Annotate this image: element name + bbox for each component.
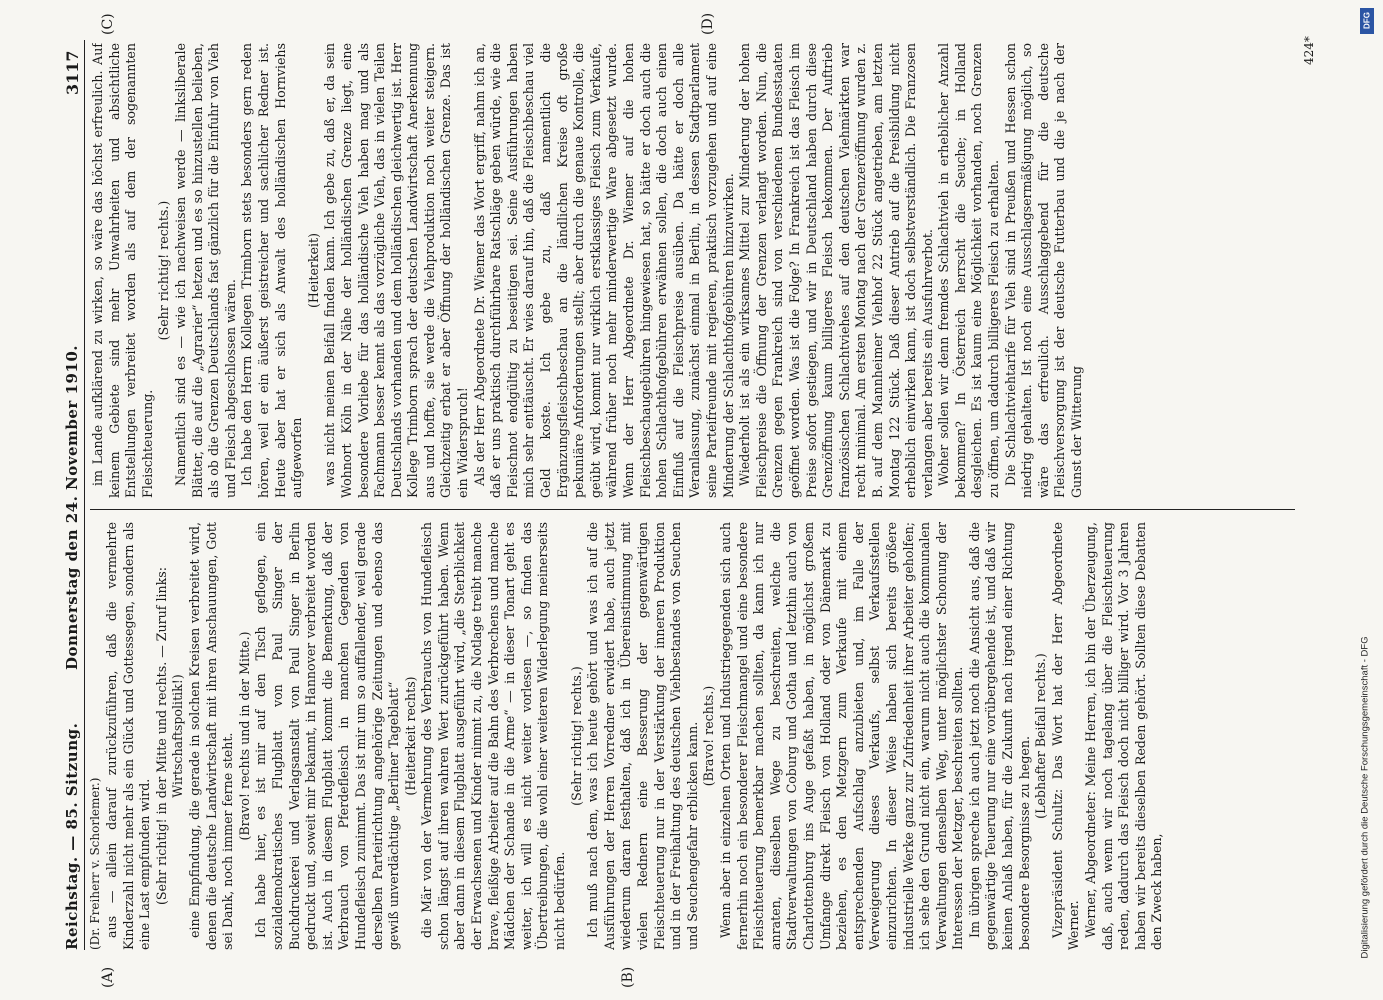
interjection: (Bravo! rechts und in der Mitte.) [236, 631, 252, 841]
header-date: Donnerstag den 24. November 1910. [63, 344, 81, 670]
paragraph: was nicht meinen Beifall finden kann. Ich gebe zu, daß er, da sein Wohnort Köln in der Nähe der holländischen Grenze liegt, eine besondere Vorliebe für das holländische Vieh haben mag und als Fachmann besser kennt als das vorzügliche Vieh, das in vielen Teilen Deutschlands vorhanden und dem holländischen gleichwertig ist. Herr Kollege Trimborn sprach der deutschen Landwirtschaft Anerkennung aus und hoffte, sie werde die Viehproduktion noch weiter steigern. Gleichzeitig erbat er aber Öffnung der holländischen Grenze. Das ist ein Widerspruch! [322, 43, 471, 498]
header-rule [84, 40, 85, 950]
paragraph: Wenn aber in einzelnen Orten und Industriegegenden sich auch fernerhin noch ein besonderer Fleischmangel und eine besondere Fleischteuerung bemerkbar machen sollten, da kann ich nur anraten, dieselben Wege zu beschreiten, welche die Stadtverwaltungen von Coburg und Gotha und letzthin auch von Charlottenburg ins Auge gefaßt haben, in möglichst großem Umfange direkt Fleisch von Holland oder von Dänemark zu beziehen, es den Metzgern zum Verkaufe mit einem entsprechenden Aufschlag anzubieten und, im Falle der Verweigerung dieses Verkaufs, selbst Verkaufsstellen einzurichten. In dieser Weise haben sich bereits größere industrielle Werke ganz zur Zufriedenheit ihrer Arbeiter geholfen; ich sehe den Grund nicht ein, warum nicht auch die kommunalen Verwaltungen denselben Weg, unter möglichster Schonung der Interessen der Metzger, beschreiten sollten. [717, 522, 966, 950]
paragraph: Woher sollen wir denn fremdes Schlachtvieh in erheblicher Anzahl bekommen? In Österreich herrscht die Seuche; in Holland desgleichen. Es ist kaum eine Möglichkeit vorhanden, noch Grenzen zu öffnen, um dadurch billigeres Fleisch zu erhalten. [936, 43, 1002, 498]
margin-marker-b: (B) [620, 966, 636, 988]
margin-marker-c: (C) [100, 13, 116, 35]
paragraph: im Lande aufklärend zu wirken, so wäre das höchst erfreulich. Auf keinem Gebiete sind mehr Unwahrheiten und absichtliche Entstellungen verbreitet worden als auf dem der sogenannten Fleischteuerung. [90, 43, 155, 498]
interjection: (Heiterkeit) [305, 233, 321, 308]
paragraph: Vizepräsident Schultz: Das Wort hat der Herr Abgeordnete Werner. [1049, 522, 1082, 950]
paragraph: die Mär von der Vermehrung des Verbrauchs von Hundefleisch schon längst auf ihren wahren Wert zurückgeführt haben. Wenn aber dann in diesem Flugblatt ausgeführt wird, „die Sterblichkeit der Erwachsenen und Kinder nimmt zu, die Notlage treibt manche brave, fleißige Arbeiter auf die Bahn des Verbrechens und manche Mädchen der Schande in die Arme“ — in dieser Tonart geht es weiter, ich will es nicht weiter vorlesen —, so finden das Übertreibungen, die wohl einer weiteren Widerlegung meinerseits nicht bedürfen. [419, 522, 568, 950]
signature-mark: 424* [1302, 36, 1316, 65]
paragraph: Ich habe den Herrn Kollegen Trimborn stets besonders gern reden hören, weil er ein äußerst geistreicher und sachlicher Redner ist. Heute aber hat er sich als Anwalt des holländischen Hornviehs aufgeworfen [239, 43, 305, 498]
left-text-column [104, 522, 1294, 950]
paragraph: Im übrigen spreche ich auch jetzt noch die Ansicht aus, daß die gegenwärtige Teuerung nur eine vorübergehende ist, und daß wir keinen Anlaß haben, für die Zukunft nach irgend einer Richtung besondere Besorgnisse zu hegen. [966, 522, 1032, 950]
paragraph: Als der Herr Abgeordnete Dr. Wiemer das Wort ergriff, nahm ich an, daß er uns praktisch durchführbare Ratschläge geben würde, wie die Fleischnot endgültig zu beseitigen sei. Seine Ausführungen haben mich sehr enttäuscht. Er wies darauf hin, daß die Fleischbeschau viel Geld koste. Ich gebe zu, daß namentlich die Ergänzungsfleischbeschau an die ländlichen Kreise oft große pekuniäre Anforderungen stellt; aber durch die genaue Kontrolle, die geübt wird, kommt nur wirklich erstklassiges Fleisch zum Verkaufe, während früher noch mehr minderwertige Ware abgesetzt wurde. Wenn der Herr Abgeordnete Dr. Wiemer auf die hohen Fleischbeschaugebühren hingewiesen hat, so hätte er doch auch die hohen Schlachthofgebühren erwähnen sollen, die doch auch einen Einfluß auf die Fleischpreise ausüben. Da hätte er doch alle Veranlassung, zunächst einmal in Berlin, in dessen Stadtparlament seine Parteifreunde mit regieren, praktisch vorzugehen und auf eine Minderung der Schlachthofgebühren hinzuwirken. [471, 43, 736, 498]
interjection: (Bravo! rechts.) [701, 685, 717, 787]
dfg-logo: DFG [1360, 8, 1374, 34]
paragraph: Werner, Abgeordneter: Meine Herren, ich bin der Überzeugung, daß, auch wenn wir noch tagelang über die Fleischteuerung reden, dadurch das Fleisch doch nicht billiger wird. Vor 3 Jahren haben wir bereits dieselben Reden gehört. Sollten diese Debatten den Zweck haben, [1083, 522, 1165, 950]
margin-marker-a: (A) [100, 966, 116, 988]
page-number: 3117 [63, 50, 82, 95]
paragraph: eine Empfindung, die gerade in solchen Kreisen verbreitet wird, denen die deutsche Landwirtschaft mit ihren Anschauungen, Gott sei Dank, noch immer ferne steht. [186, 522, 236, 950]
paragraph: Wiederholt ist als ein wirksames Mittel zur Minderung der hohen Fleischpreise die Öffnung der Grenzen verlangt worden. Nun, die Grenzen gegen Frankreich sind von verschiedenen Bundesstaaten geöffnet worden. Was ist die Folge? In Frankreich ist das Fleisch im Preise sofort gestiegen, und wir in Deutschland haben durch diese Grenzöffnung kaum billigeres Fleisch bekommen. Der Auftrieb französischen Schlachtviehes auf den deutschen Viehmärkten war recht minimal. Am ersten Montag nach der Grenzeröffnung wurden z. B. auf dem Mannheimer Viehhof 22 Stück angetrieben, am letzten Montag 122 Stück. Daß dieser Antrieb auf die Preisbildung nicht erheblich einwirken kann, ist doch selbstverständlich. Die Franzosen verlangen aber bereits ein Ausfuhrverbot. [737, 43, 935, 498]
interjection: (Sehr richtig! rechts.) [156, 200, 172, 341]
digitization-note: Digitalisierung gefördert durch die Deutsche Forschungsgemeinschaft - DFG [1359, 636, 1371, 959]
paragraph: Die Schlachtviehtarife für Vieh sind in Preußen und Hessen schon niedrig gehalten. Ist noch eine Ausschlagsermäßigung möglich, so wäre das erfreulich. Ausschlaggebend für die deutsche Fleischversorgung ist der deutsche Futterbau und die je nach der Gunst der Witterung [1002, 43, 1085, 498]
column-divider [90, 509, 1295, 510]
paragraph: aus — allein darauf zurückzuführen, daß die vermehrte Kinderzahl nicht mehr als ein Glück und Gottessegen, sondern als eine Last empfunden wird. [104, 522, 153, 950]
paragraph: Namentlich sind es — wie ich nachweisen werde — linksliberale Blätter, die auf die „Agrarier“ hetzen und es so hinzustellen belieben, als ob die Grenzen Deutschlands fast gänzlich für die Einfuhr von Vieh und Fleisch abgeschlossen wären. [172, 43, 238, 498]
interjection: (Sehr richtig! in der Mitte und rechts. — Zuruf links: Wirtschaftspolitik!) [153, 567, 186, 905]
margin-marker-d: (D) [700, 12, 716, 35]
paragraph: Ich habe hier, es ist mir auf den Tisch geflogen, ein sozialdemokratisches Flugblatt von Paul Singer der Buchdruckerei und Verlagsanstalt von Paul Singer in Berlin gedruckt und, soweit mir bekannt, in Hannover verbreitet worden ist. Auch in diesem Flugblatt kommt die Bemerkung, daß der Verbrauch von Pferdefleisch in manchen Gegenden von Hundefleisch zunimmt. Das ist mir um so auffallender, weil gerade derselben Parteirichtung angehörige Zeitungen und ebenso das gewiß unverdächtige „Berliner Tageblatt“ [253, 522, 402, 950]
interjection: (Lebhafter Beifall rechts.) [1033, 653, 1049, 819]
header-session: Reichstag. — 85. Sitzung. [63, 722, 81, 950]
running-speaker: (Dr. Freiherr v. Schorlemer.) [88, 777, 102, 950]
interjection: (Heiterkeit rechts) [402, 676, 418, 796]
interjection: (Sehr richtig! rechts.) [568, 666, 584, 806]
right-text-column [90, 43, 1295, 498]
paragraph: Ich muß nach dem, was ich heute gehört und was ich auf die Ausführungen der Herren Vorredner erwidert habe, auch jetzt wiederum daran festhalten, daß ich in Übereinstimmung mit vielen Rednern eine Besserung der gegenwärtigen Fleischteuerung nur in der Verstärkung der inneren Produktion und in der Freihaltung des deutschen Viehbestandes von Seuchen und Seuchengefahr erblicken kann. [585, 522, 700, 950]
